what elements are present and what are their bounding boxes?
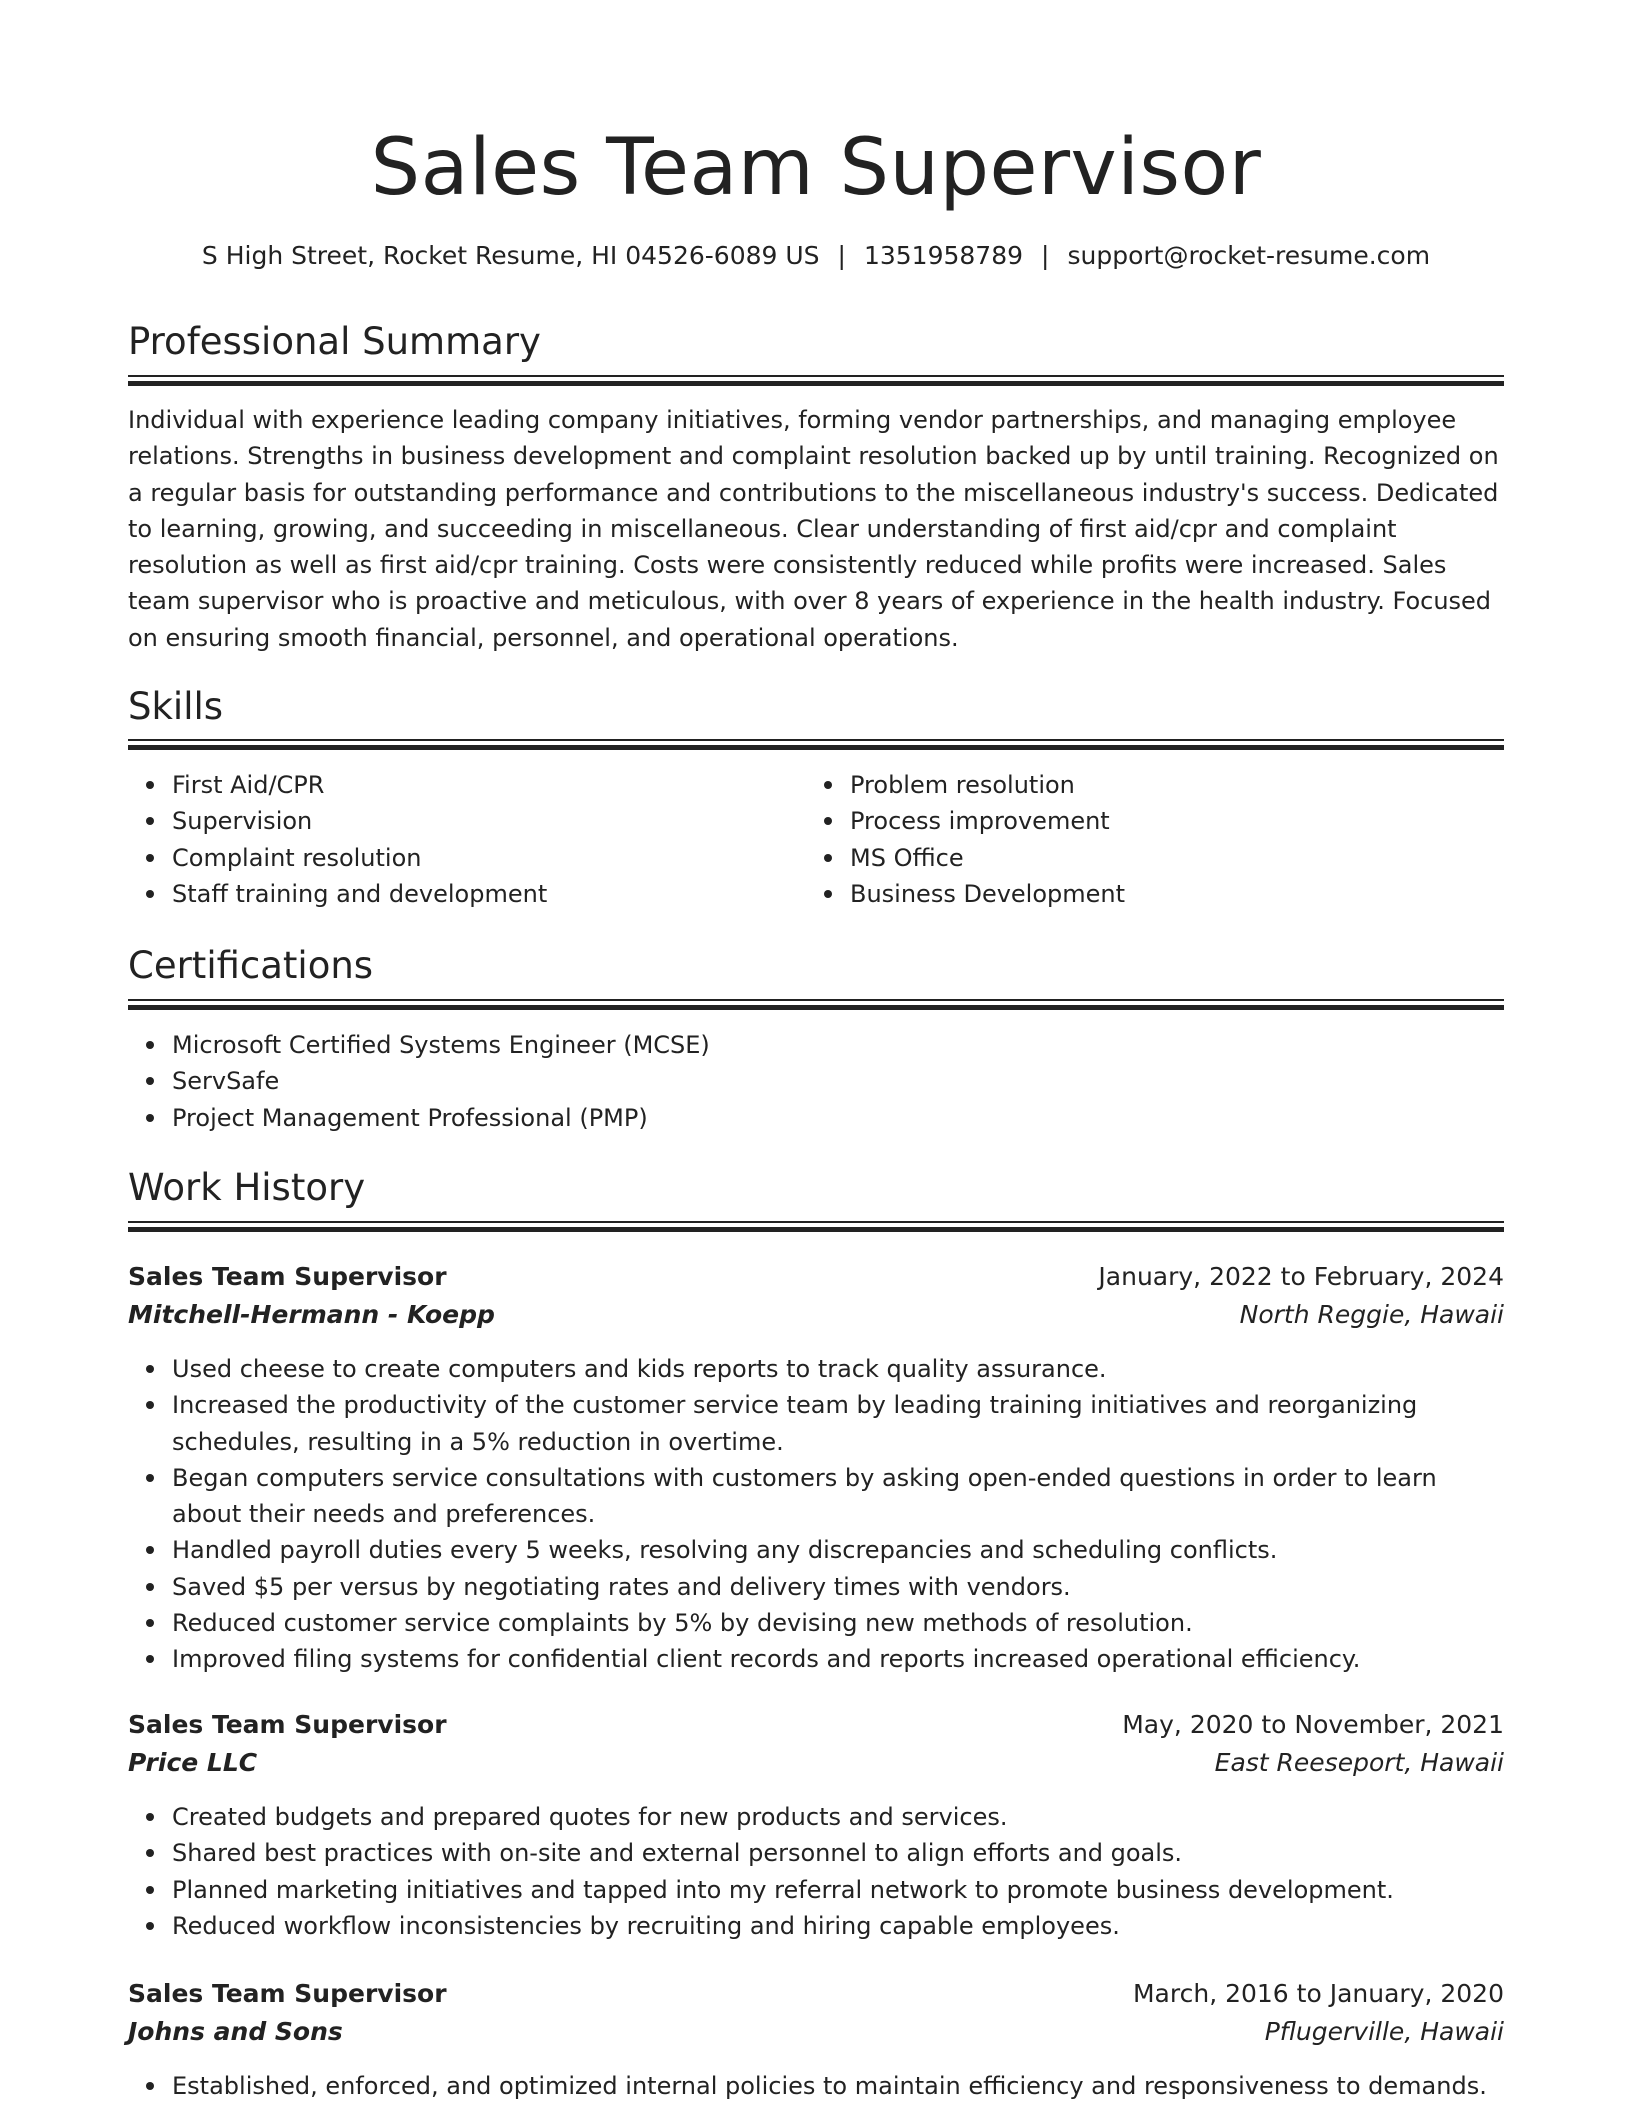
job-bullet: Planned marketing initiatives and tapped into my referral network to promote business development.: [172, 1872, 1504, 1908]
certifications-heading: Certifications: [128, 944, 374, 987]
job-title: Sales Team Supervisor: [128, 1979, 447, 2008]
job-dates: March, 2016 to January, 2020: [1132, 1979, 1504, 2008]
summary-text: Individual with experience leading company initiatives, forming vendor partnerships, and managing employee relations. Strengths in business development and complaint resolution backed up by until training. Recognized on a regular basis for outstanding performance and contributions to the miscellaneous industry's success. Dedicated to learning, growing, and succeeding in miscellaneous. Clear understanding of first aid/cpr and complaint resolution as well as first aid/cpr training. Costs were consistently reduced while profits were increased. Sales team supervisor who is proactive and meticulous, with over 8 years of experience in the health industry. Focused on ensuring smooth financial, personnel, and operational operations.: [128, 406, 1499, 652]
contact-line: [128, 238, 1504, 274]
section-divider: [128, 1221, 1504, 1231]
skill-item: Staff training and development: [172, 876, 812, 912]
certification-item: Project Management Professional (PMP): [172, 1100, 1472, 1136]
job-employer: [128, 2013, 1504, 2051]
section-divider: [128, 999, 1504, 1009]
certification-item: Microsoft Certified Systems Engineer (MCSE): [172, 1027, 1472, 1063]
job-bullet: Used cheese to create computers and kids reports to track quality assurance.: [172, 1351, 1504, 1387]
skill-item: Process improvement: [850, 803, 1490, 839]
job-bullet: Increased the productivity of the customer service team by leading training initiatives and reorganizing schedules, resulting in a 5% reduction in overtime.: [172, 1387, 1504, 1460]
skills-heading: Skills: [128, 685, 224, 728]
skill-item: Problem resolution: [850, 767, 1490, 803]
job-bullet: Shared best practices with on-site and external personnel to align efforts and goals.: [172, 1835, 1504, 1871]
job-bullet: Established, enforced, and optimized internal policies to maintain efficiency and responsiveness to demands.: [172, 2068, 1504, 2104]
job-title: Sales Team Supervisor: [128, 1262, 447, 1291]
job-bullet: Reduced customer service complaints by 5% by devising new methods of resolution.: [172, 1605, 1504, 1641]
job-title: Sales Team Supervisor: [128, 1710, 447, 1739]
contact-phone: 1351958789: [863, 241, 1024, 270]
skill-item: Business Development: [850, 876, 1490, 912]
contact-email: support@rocket-resume.com: [1067, 241, 1431, 270]
contact-separator: |: [1041, 241, 1050, 270]
job-header: [128, 1975, 1504, 2013]
certification-item: ServSafe: [172, 1063, 1472, 1099]
job-header: [128, 1706, 1504, 1744]
job-employer: [128, 1744, 1504, 1782]
job-bullet: Saved $5 per versus by negotiating rates and delivery times with vendors.: [172, 1569, 1504, 1605]
job-employer: [128, 1296, 1504, 1334]
skills-list-right: [806, 767, 1490, 912]
section-divider: [128, 375, 1504, 385]
job-bullets: [128, 2068, 1504, 2104]
contact-separator: |: [837, 241, 846, 270]
job-company: Johns and Sons: [128, 2017, 343, 2046]
job-dates: May, 2020 to November, 2021: [1122, 1710, 1504, 1739]
job-location: North Reggie, Hawaii: [1239, 1300, 1504, 1329]
job-location: East Reeseport, Hawaii: [1214, 1748, 1504, 1777]
skill-item: Supervision: [172, 803, 812, 839]
job-company: Mitchell-Hermann - Koepp: [128, 1300, 495, 1329]
job-header: [128, 1258, 1504, 1296]
job-dates: January, 2022 to February, 2024: [1098, 1262, 1504, 1291]
job-bullet: Created budgets and prepared quotes for new products and services.: [172, 1799, 1504, 1835]
job-bullet: Reduced workflow inconsistencies by recruiting and hiring capable employees.: [172, 1908, 1504, 1944]
job-location: Pflugerville, Hawaii: [1264, 2017, 1504, 2046]
work-history-heading: Work History: [128, 1166, 366, 1209]
job-bullet: Handled payroll duties every 5 weeks, resolving any discrepancies and scheduling conflicts.: [172, 1532, 1504, 1568]
job-bullet: Improved filing systems for confidential client records and reports increased operational efficiency.: [172, 1641, 1504, 1677]
job-company: Price LLC: [128, 1748, 258, 1777]
certifications-list: [128, 1027, 1472, 1136]
job-bullets: [128, 1799, 1504, 1944]
skill-item: Complaint resolution: [172, 840, 812, 876]
job-bullet: Began computers service consultations with customers by asking open-ended questions in order to learn about their needs and preferences.: [172, 1460, 1504, 1533]
job-bullets: [128, 1351, 1504, 1678]
candidate-name: Sales Team Supervisor: [370, 123, 1262, 213]
skill-item: First Aid/CPR: [172, 767, 812, 803]
section-divider: [128, 739, 1504, 749]
skill-item: MS Office: [850, 840, 1490, 876]
summary-heading: Professional Summary: [128, 320, 541, 363]
skills-list-left: [128, 767, 812, 912]
contact-address: S High Street, Rocket Resume, HI 04526-6089 US: [201, 241, 820, 270]
